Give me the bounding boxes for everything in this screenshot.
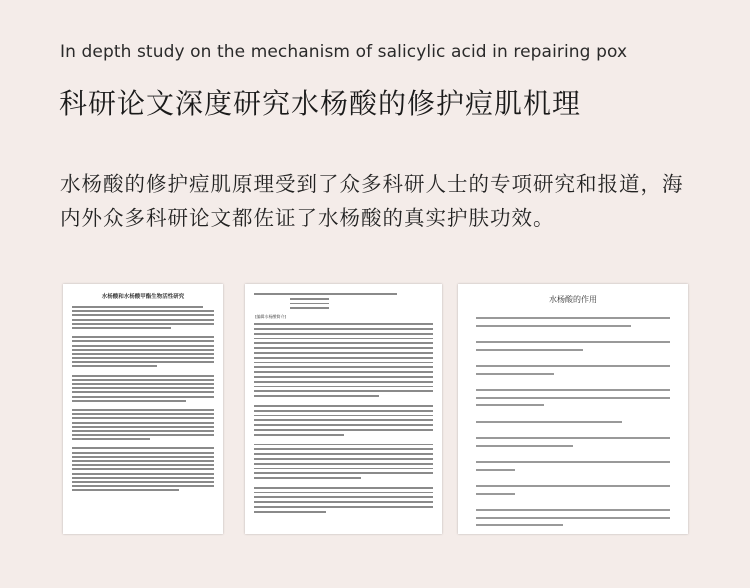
chinese-title: 科研论文深度研究水杨酸的修护痘肌机理: [59, 87, 582, 120]
research-paper-thumbnail-2: [245, 284, 442, 534]
paper-title: 水杨酸和水杨酸甲酯生物活性研究: [101, 294, 185, 300]
paper-text-lines: [72, 306, 214, 491]
paper-text-lines-top: [254, 293, 433, 309]
paper-heading: [编辑水杨酸简介]: [255, 314, 287, 320]
paper-title: 水杨酸的作用: [549, 295, 597, 304]
research-paper-thumbnail-1: [63, 284, 223, 534]
english-title: In depth study on the mechanism of salicylic acid in repairing pox: [60, 42, 628, 62]
paper-text-lines: [254, 323, 433, 512]
research-paper-thumbnail-3: [458, 284, 688, 534]
intro-paragraph: 水杨酸的修护痘肌原理受到了众多科研人士的专项研究和报道，海内外众多科研论文都佐证了水杨酸的真实护肤功效。: [60, 172, 684, 230]
paper-text-lines: [476, 317, 670, 526]
